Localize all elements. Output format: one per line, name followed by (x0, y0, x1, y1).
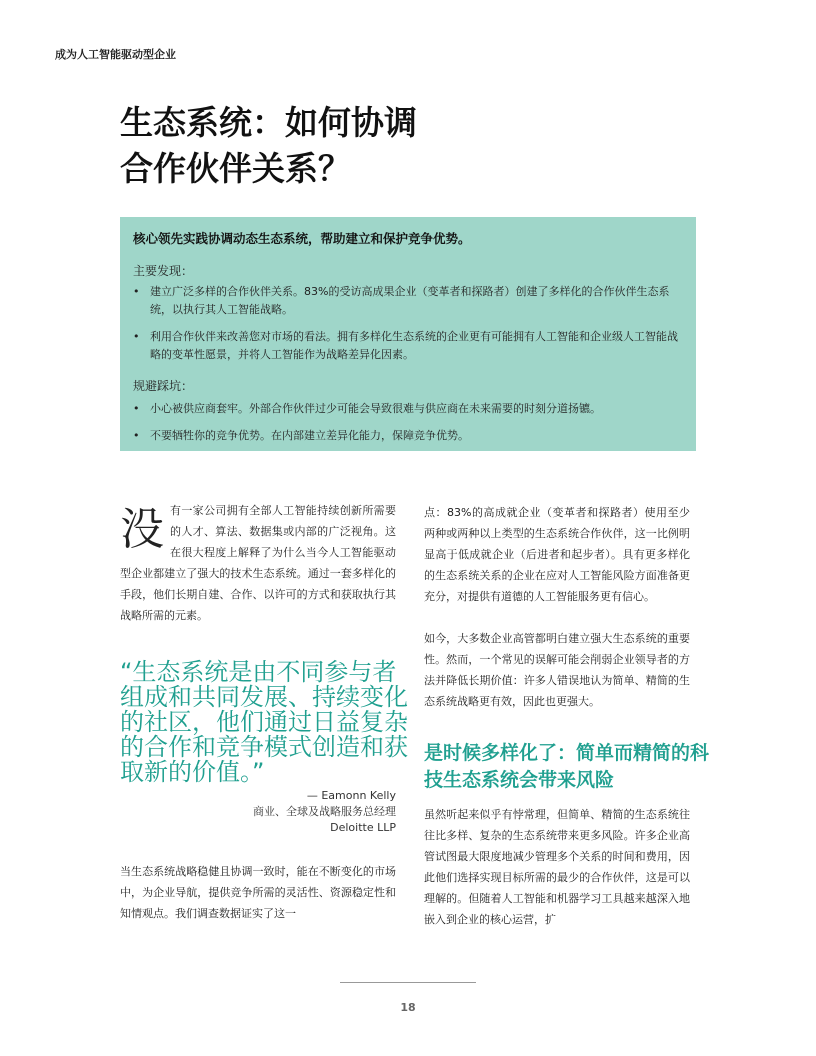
key-findings-callout (120, 217, 696, 451)
finding-text: 建立广泛多样的合作伙伴关系。83%的受访高成果企业（变革者和探路者）创建了多样化的合作伙伴生态系统，以执行其人工智能战略。 (150, 285, 670, 316)
left-column-intro (120, 500, 396, 626)
right-column-top (424, 502, 690, 712)
list-item (120, 328, 680, 364)
pitfall-text: 小心被供应商套牢。外部合作伙伴过少可能会导致很难与供应商在未来需要的时刻分道扬镳。 (150, 402, 601, 415)
bullet-icon: • (133, 429, 140, 442)
pitfall-text: 不要牺牲你的竞争优势。在内部建立差异化能力，保障竞争优势。 (150, 429, 469, 442)
list-item (120, 400, 680, 418)
footer-divider (340, 982, 476, 983)
body-paragraph: 有一家公司拥有全部人工智能持续创新所需要的人才、算法、数据集或内部的广泛视角。这在很大程度上解释了为什么当今人工智能驱动型企业都建立了强大的技术生态系统。通过一套多样化的手段，他们长期自建、合作、以许可的方式和获取执行其战略所需的元素。 (120, 504, 396, 622)
quote-author: — Eamonn Kelly (306, 789, 396, 802)
page-number: 18 (400, 1001, 416, 1014)
page-title (120, 100, 417, 192)
bullet-icon: • (133, 330, 140, 343)
bullet-icon: • (133, 285, 140, 298)
running-header: 成为人工智能驱动型企业 (55, 48, 176, 61)
section-subheading: 是时候多样化了：简单而精简的科技生态系统会带来风险 (424, 742, 710, 791)
quote-attribution (200, 788, 396, 836)
quote-author-role: 商业、全球及战略服务总经理 (253, 805, 396, 818)
finding-text: 利用合作伙伴来改善您对市场的看法。拥有多样化生态系统的企业更有可能拥有人工智能和企业级人工智能战略的变革性愿景，并将人工智能作为战略差异化因素。 (150, 330, 678, 361)
page-title-line-1: 生态系统：如何协调 (120, 103, 417, 142)
list-item (120, 283, 680, 319)
body-paragraph: 当生态系统战略稳健且协调一致时，能在不断变化的市场中，为企业导航，提供竞争所需的灵活性、资源稳定性和知情观点。我们调查数据证实了这一 (120, 865, 396, 920)
body-paragraph: 点：83%的高成就企业（变革者和探路者）使用至少两种或两种以上类型的生态系统合作伙伴，这一比例明显高于低成就企业（后进者和起步者）。具有更多样化的生态系统关系的企业在应对人工智能风险方面准备更充分，对提供有道德的人工智能服务更有信心。 (424, 506, 690, 603)
page-title-line-2: 合作伙伴关系？ (120, 149, 351, 188)
pull-quote: “生态系统是由不同参与者组成和共同发展、持续变化的社区，他们通过日益复杂的合作和竞争模式创造和获取新的价值。” (120, 658, 408, 786)
quote-author-org: Deloitte LLP (330, 821, 396, 834)
drop-cap: 没 (120, 504, 164, 555)
body-paragraph: 如今，大多数企业高管都明白建立强大生态系统的重要性。然而，一个常见的误解可能会削弱企业领导者的方法并降低长期价值：许多人错误地认为简单、精简的生态系统战略更有效，因此也更强大。 (424, 632, 690, 708)
body-paragraph: 虽然听起来似乎有悖常理，但简单、精简的生态系统往往比多样、复杂的生态系统带来更多风险。许多企业高管试图最大限度地减少管理多个关系的时间和费用，因此他们选择实现目标所需的最少的合作伙伴，这是可以理解的。但随着人工智能和机器学习工具越来越深入地嵌入到企业的核心运营，扩 (424, 808, 690, 926)
findings-list (120, 283, 680, 373)
callout-lead: 核心领先实践协调动态生态系统，帮助建立和保护竞争优势。 (133, 231, 471, 246)
bullet-icon: • (133, 402, 140, 415)
left-column-continued (120, 861, 396, 924)
list-item (120, 427, 680, 445)
right-column-bottom (424, 804, 690, 930)
pitfalls-list (120, 400, 680, 454)
pitfalls-heading: 规避踩坑： (133, 379, 194, 393)
findings-heading: 主要发现： (133, 264, 194, 278)
